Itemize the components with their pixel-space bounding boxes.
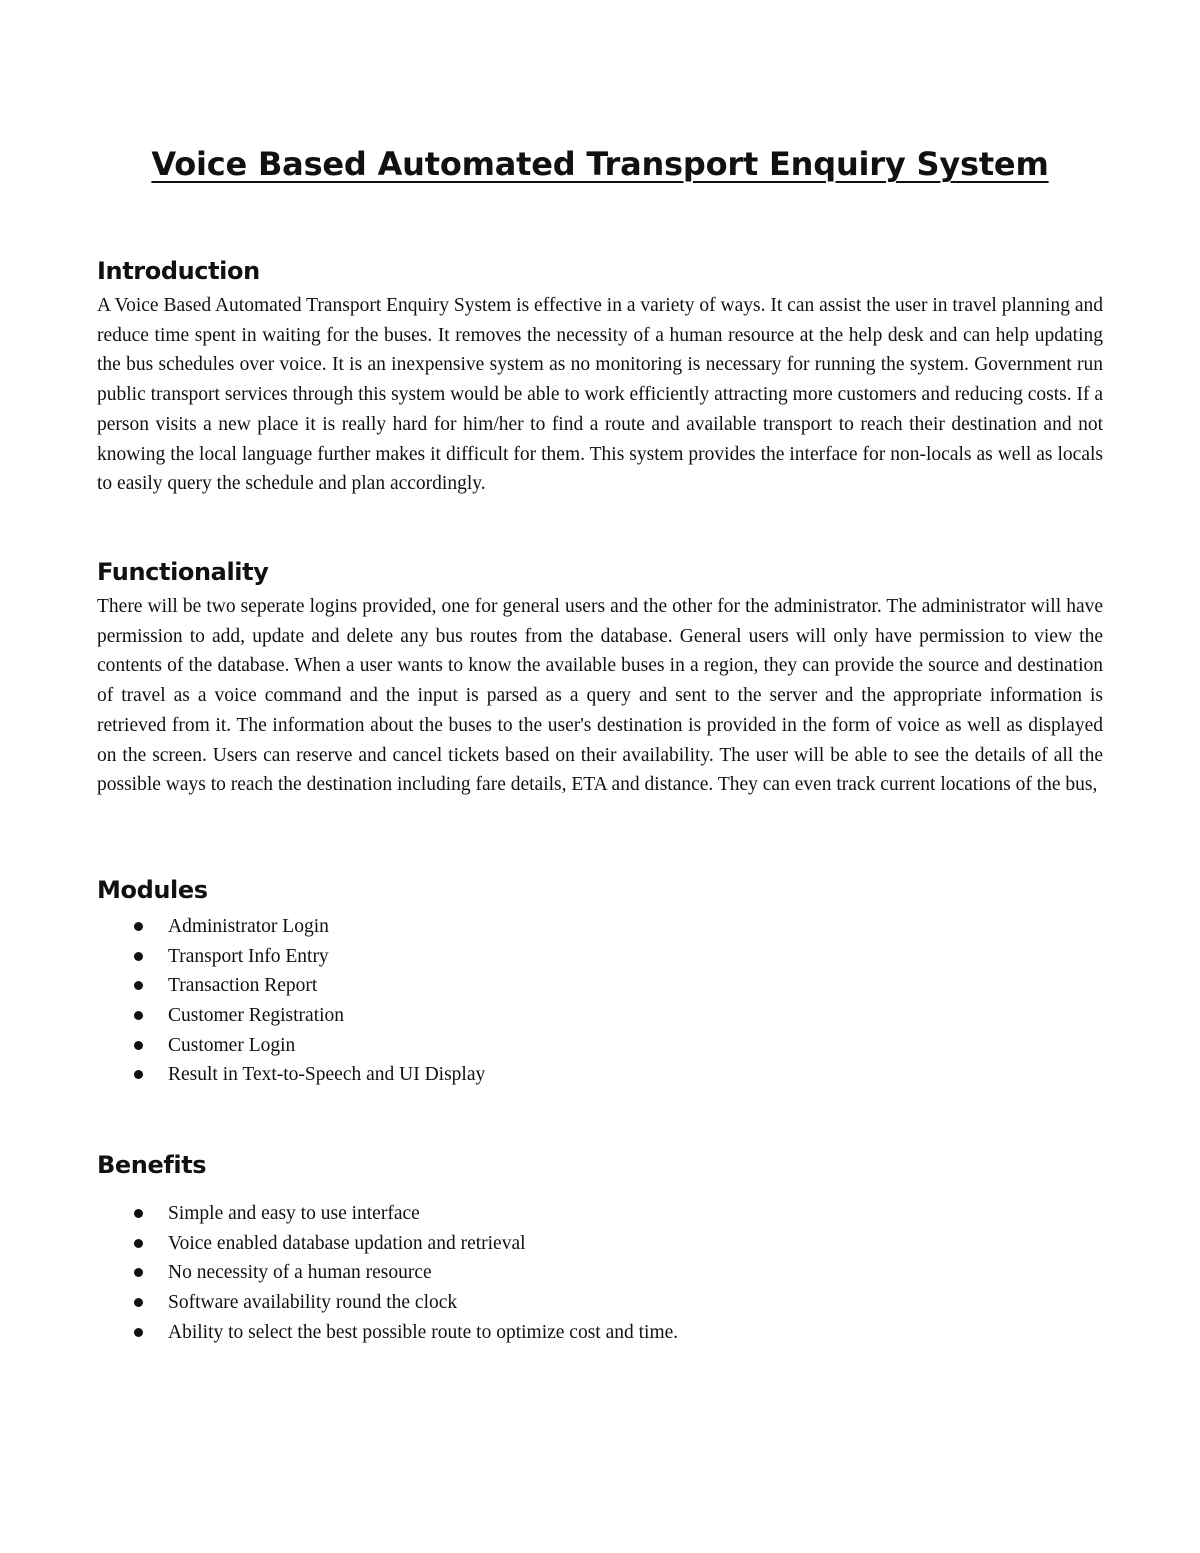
benefits-list-item — [0, 1258, 1100, 1288]
benefits-list — [0, 1199, 1100, 1347]
benefits-item-text: Software availability round the clock — [168, 1292, 458, 1314]
modules-item-text: Customer Login — [168, 1034, 296, 1056]
benefits-item-text: Voice enabled database updation and retrieval — [168, 1232, 526, 1254]
modules-list-item — [0, 1001, 1100, 1031]
benefits-heading: Benefits — [97, 1151, 207, 1179]
bullet-icon — [134, 1011, 143, 1020]
benefits-item-text: Simple and easy to use interface — [168, 1203, 420, 1224]
bullet-icon — [134, 1041, 143, 1050]
bullet-icon — [134, 952, 143, 961]
benefits-list-item — [0, 1229, 1100, 1259]
functionality-heading: Functionality — [97, 558, 269, 586]
bullet-icon — [134, 922, 143, 931]
document-title: Voice Based Automated Transport Enquiry System — [151, 145, 1049, 183]
benefits-list-item — [0, 1318, 1100, 1348]
bullet-icon — [134, 1239, 143, 1248]
bullet-icon — [134, 1328, 143, 1337]
modules-list-item — [0, 912, 1100, 942]
benefits-item-text: No necessity of a human resource — [168, 1262, 432, 1284]
modules-heading: Modules — [97, 876, 208, 904]
bullet-icon — [134, 1268, 143, 1277]
modules-list-item — [0, 942, 1100, 972]
functionality-paragraph: There will be two seperate logins provided, one for general users and the other for the administrator. The administrator will have permission to add, update and delete any bus routes from the database. General users will only have permission to view the contents of the database. When a user wants to know the available buses in a region, they can provide the source and destination of travel as a voice command and the input is parsed as a query and sent to the server and the appropriate information is retrieved from it. The information about the buses to the user's destination is provided in the form of voice as well as displayed on the screen. Users can reserve and cancel tickets based on their availability. The user will be able to see the details of all the possible ways to reach the destination including fare details, ETA and distance. They can even track current locations of the bus, — [97, 596, 1103, 796]
modules-list — [0, 912, 1100, 1090]
modules-list-item — [0, 1060, 1100, 1090]
benefits-list-item — [0, 1288, 1100, 1318]
bullet-icon — [134, 981, 143, 990]
modules-item-text: Transport Info Entry — [168, 945, 329, 967]
bullet-icon — [134, 1209, 143, 1218]
modules-list-item — [0, 971, 1100, 1001]
modules-item-text: Administrator Login — [168, 916, 329, 937]
bullet-icon — [134, 1070, 143, 1079]
modules-item-text: Customer Registration — [168, 1005, 345, 1027]
introduction-heading: Introduction — [97, 257, 260, 285]
benefits-item-text: Ability to select the best possible route to optimize cost and time. — [168, 1321, 679, 1343]
modules-item-text: Transaction Report — [168, 975, 318, 997]
introduction-paragraph: A Voice Based Automated Transport Enquiry System is effective in a variety of ways. It can assist the user in travel planning and reduce time spent in waiting for the buses. It removes the necessity of a human resource at the help desk and can help updating the bus schedules over voice. It is an inexpensive system as no monitoring is necessary for running the system. Government run public transport services through this system would be able to work efficiently attracting more customers and reducing costs. If a person visits a new place it is really hard for him/her to find a route and available transport to reach their destination and not knowing the local language further makes it difficult for them. This system provides the interface for non-locals as well as locals to easily query the schedule and plan accordingly. — [97, 295, 1103, 495]
modules-item-text: Result in Text-to-Speech and UI Display — [168, 1064, 486, 1086]
benefits-list-item — [0, 1199, 1100, 1229]
modules-list-item — [0, 1031, 1100, 1061]
bullet-icon — [134, 1298, 143, 1307]
